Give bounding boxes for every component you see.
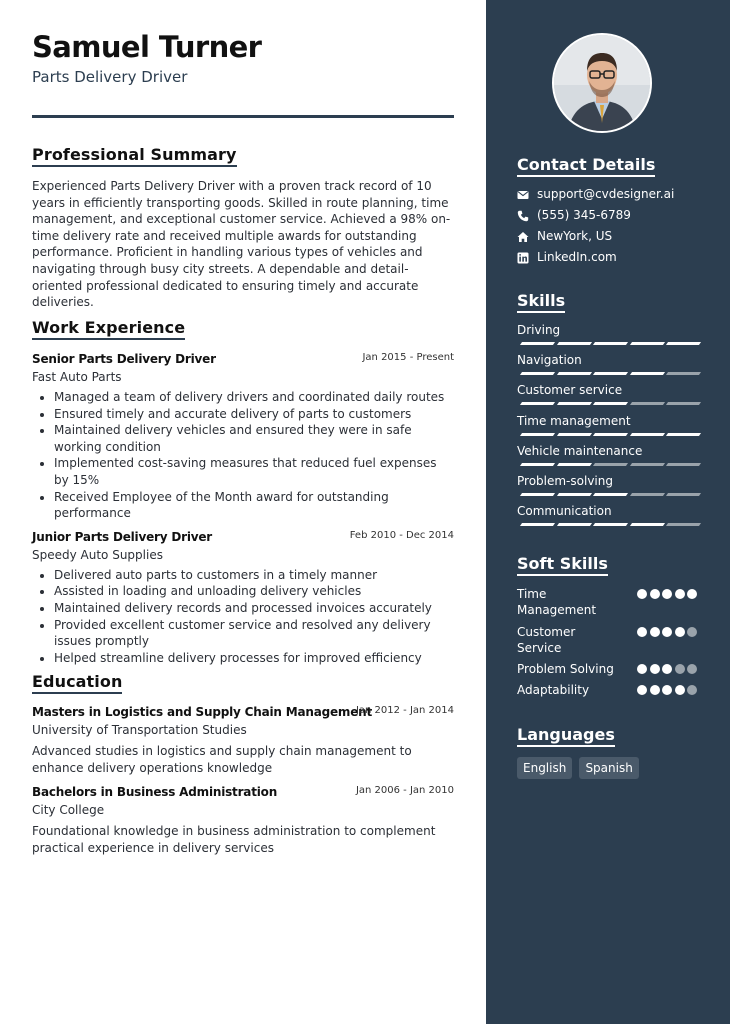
education-section	[32, 672, 454, 856]
skill-name: Communication	[517, 504, 612, 519]
soft-skill-name: Time Management	[517, 587, 597, 617]
rating-dot-filled	[650, 627, 660, 637]
skill-item	[517, 323, 697, 353]
header-divider	[32, 115, 454, 118]
rating-dot-filled	[675, 589, 685, 599]
languages-section	[517, 725, 697, 779]
skill-item	[517, 353, 697, 383]
skills-section	[517, 291, 697, 534]
job-bullet: • Maintained delivery records and processed invoices accurately	[54, 600, 454, 617]
job-dates: Feb 2010 - Dec 2014	[349, 529, 454, 541]
rating-dot-empty	[675, 664, 685, 674]
skill-level-segment-filled	[520, 433, 555, 436]
summary-section	[32, 145, 454, 311]
skill-level-segment-filled	[666, 342, 701, 345]
languages-heading: Languages	[517, 725, 615, 747]
skill-item	[517, 444, 697, 474]
skill-name: Problem-solving	[517, 473, 613, 488]
rating-dot-filled	[650, 664, 660, 674]
soft-skill-item	[517, 624, 697, 656]
skill-level-segment-filled	[593, 523, 628, 526]
soft-skill-item	[517, 661, 697, 677]
soft-skill-name: Customer Service	[517, 625, 576, 655]
skill-level-segment-empty	[629, 493, 664, 496]
skill-level-segment-filled	[593, 402, 628, 405]
contact-location-text: NewYork, US	[537, 229, 613, 243]
rating-dot-filled	[637, 627, 647, 637]
job-dates: Jan 2015 - Present	[362, 352, 454, 363]
contact-heading: Contact Details	[517, 155, 655, 177]
job-title: Junior Parts Delivery Driver	[32, 529, 213, 544]
soft-skills-list	[517, 586, 697, 698]
skill-level-segment-filled	[520, 402, 555, 405]
skill-level-bar	[517, 463, 697, 466]
rating-dot-filled	[687, 589, 697, 599]
skill-item	[517, 414, 697, 444]
soft-skills-heading: Soft Skills	[517, 554, 608, 576]
soft-skills-section	[517, 554, 697, 703]
home-icon	[517, 231, 529, 243]
contact-linkedin[interactable]	[517, 250, 697, 271]
portrait-illustration-icon	[554, 35, 650, 131]
languages-list	[517, 757, 697, 779]
skills-heading: Skills	[517, 291, 565, 313]
skill-name: Vehicle maintenance	[517, 443, 643, 458]
skill-level-segment-empty	[666, 372, 701, 375]
skill-level-segment-empty	[629, 402, 664, 405]
linkedin-icon	[517, 252, 529, 264]
rating-dot-filled	[637, 685, 647, 695]
soft-skill-rating	[635, 684, 698, 694]
skill-name: Customer service	[517, 383, 623, 398]
contact-email[interactable]	[517, 187, 697, 208]
skill-level-segment-filled	[556, 493, 591, 496]
soft-skill-item	[517, 586, 697, 618]
rating-dot-empty	[687, 664, 697, 674]
skill-item	[517, 504, 697, 534]
job-entry	[32, 352, 454, 522]
rating-dot-filled	[662, 627, 672, 637]
skills-list	[517, 323, 697, 534]
skill-name: Navigation	[517, 353, 582, 368]
soft-skill-rating	[635, 588, 698, 598]
rating-dot-filled	[637, 664, 647, 674]
skill-level-bar	[517, 493, 697, 496]
skill-level-segment-filled	[629, 372, 664, 375]
skill-level-segment-filled	[520, 463, 555, 466]
skill-level-segment-filled	[556, 342, 591, 345]
skill-level-segment-filled	[556, 463, 591, 466]
rating-dot-filled	[675, 685, 685, 695]
contact-email-text: support@cvdesigner.ai	[537, 187, 675, 201]
language-badge: Spanish	[579, 757, 638, 779]
skill-level-segment-filled	[520, 493, 555, 496]
job-title: Senior Parts Delivery Driver	[32, 352, 216, 366]
school-name: City College	[32, 803, 105, 818]
skill-name: Time management	[517, 413, 631, 428]
skill-level-segment-filled	[629, 523, 664, 526]
rating-dot-filled	[637, 589, 647, 599]
profile-photo	[552, 33, 652, 133]
degree-title: Masters in Logistics and Supply Chain Management	[32, 705, 373, 719]
job-bullet: • Managed a team of delivery drivers and coordinated daily routes	[54, 389, 454, 406]
job-bullet: • Provided excellent customer service and resolved any delivery issues promptly	[54, 617, 454, 650]
job-bullet: • Helped streamline delivery processes for improved efficiency	[54, 650, 454, 667]
skill-level-segment-filled	[520, 342, 555, 345]
rating-dot-empty	[687, 627, 697, 637]
job-bullets	[32, 567, 454, 667]
skill-level-bar	[517, 433, 697, 436]
degree-title: Bachelors in Business Administration	[32, 785, 278, 800]
language-badge: English	[517, 757, 572, 779]
soft-skill-rating	[635, 663, 698, 673]
contact-location	[517, 229, 697, 250]
rating-dot-filled	[662, 589, 672, 599]
contact-phone[interactable]	[517, 208, 697, 229]
skill-level-segment-filled	[593, 372, 628, 375]
contact-linkedin-text: LinkedIn.com	[537, 250, 617, 264]
skill-level-segment-filled	[556, 402, 591, 405]
degree-dates: Jan 2012 - Jan 2014	[355, 705, 454, 716]
skill-level-segment-filled	[593, 433, 628, 436]
degree-description: Foundational knowledge in business administration to complement practical experience in delivery services	[32, 824, 436, 855]
rating-dot-filled	[662, 664, 672, 674]
job-entry	[32, 530, 454, 667]
experience-heading: Work Experience	[32, 318, 185, 340]
skill-level-segment-empty	[666, 463, 701, 466]
candidate-title: Parts Delivery Driver	[32, 68, 188, 86]
degree-dates: Jan 2006 - Jan 2010	[355, 785, 454, 797]
degree-description: Advanced studies in logistics and supply chain management to enhance delivery operations knowledge	[32, 744, 412, 775]
job-bullet: • Assisted in loading and unloading delivery vehicles	[54, 583, 454, 600]
job-bullet: • Delivered auto parts to customers in a timely manner	[54, 567, 454, 584]
job-bullet: • Implemented cost-saving measures that reduced fuel expenses by 15%	[54, 455, 454, 488]
education-heading: Education	[32, 672, 122, 694]
skill-item	[517, 474, 697, 504]
rating-dot-filled	[650, 685, 660, 695]
rating-dot-filled	[662, 685, 672, 695]
job-bullet: • Ensured timely and accurate delivery of parts to customers	[54, 406, 454, 423]
rating-dot-filled	[675, 627, 685, 637]
skill-level-bar	[517, 523, 697, 526]
skill-level-bar	[517, 372, 697, 375]
skill-level-segment-filled	[666, 433, 701, 436]
contact-section	[517, 155, 697, 271]
soft-skill-name: Adaptability	[517, 683, 590, 697]
job-bullet: • Received Employee of the Month award for outstanding performance	[54, 489, 454, 522]
job-company: Fast Auto Parts	[32, 370, 122, 384]
job-company: Speedy Auto Supplies	[32, 547, 163, 562]
skill-name: Driving	[517, 323, 561, 337]
phone-icon	[517, 210, 529, 222]
envelope-icon	[517, 189, 529, 201]
skill-level-segment-empty	[666, 523, 701, 526]
soft-skill-rating	[635, 626, 698, 636]
experience-section	[32, 318, 454, 666]
sidebar	[486, 0, 730, 1024]
skill-level-segment-empty	[593, 463, 628, 466]
skill-level-segment-filled	[556, 523, 591, 526]
skill-level-segment-empty	[666, 402, 701, 405]
contact-phone-text: (555) 345-6789	[537, 208, 631, 222]
skill-level-segment-filled	[556, 433, 591, 436]
soft-skill-item	[517, 682, 697, 698]
skill-level-segment-empty	[629, 463, 664, 466]
skill-item	[517, 383, 697, 413]
candidate-name: Samuel Turner	[32, 30, 262, 64]
rating-dot-filled	[650, 589, 660, 599]
summary-text: Experienced Parts Delivery Driver with a proven track record of 10 years in efficiently transporting goods. Skilled in route planning, time management, and exceptional customer service. Achieved a 98% on-time delivery rate and received multiple awards for outstanding performance. Proficient in handling various types of vehicles and navigating through busy city streets. A dependable and detail-oriented professional dedicated to ensuring timely and accurate deliveries.	[32, 179, 451, 310]
skill-level-bar	[517, 342, 697, 345]
job-bullets	[32, 389, 454, 522]
summary-heading: Professional Summary	[32, 145, 237, 167]
school-name: University of Transportation Studies	[32, 723, 247, 737]
rating-dot-empty	[687, 685, 697, 695]
skill-level-segment-filled	[593, 493, 628, 496]
skill-level-segment-filled	[629, 342, 664, 345]
skill-level-segment-filled	[556, 372, 591, 375]
job-bullet: • Maintained delivery vehicles and ensured they were in safe working condition	[54, 422, 454, 455]
skill-level-segment-filled	[593, 342, 628, 345]
education-entry	[32, 705, 454, 776]
education-entry	[32, 785, 454, 856]
skill-level-segment-filled	[520, 523, 555, 526]
soft-skill-name: Problem Solving	[517, 662, 614, 676]
skill-level-segment-filled	[629, 433, 664, 436]
skill-level-segment-empty	[666, 493, 701, 496]
skill-level-segment-filled	[520, 372, 555, 375]
skill-level-bar	[517, 402, 697, 405]
